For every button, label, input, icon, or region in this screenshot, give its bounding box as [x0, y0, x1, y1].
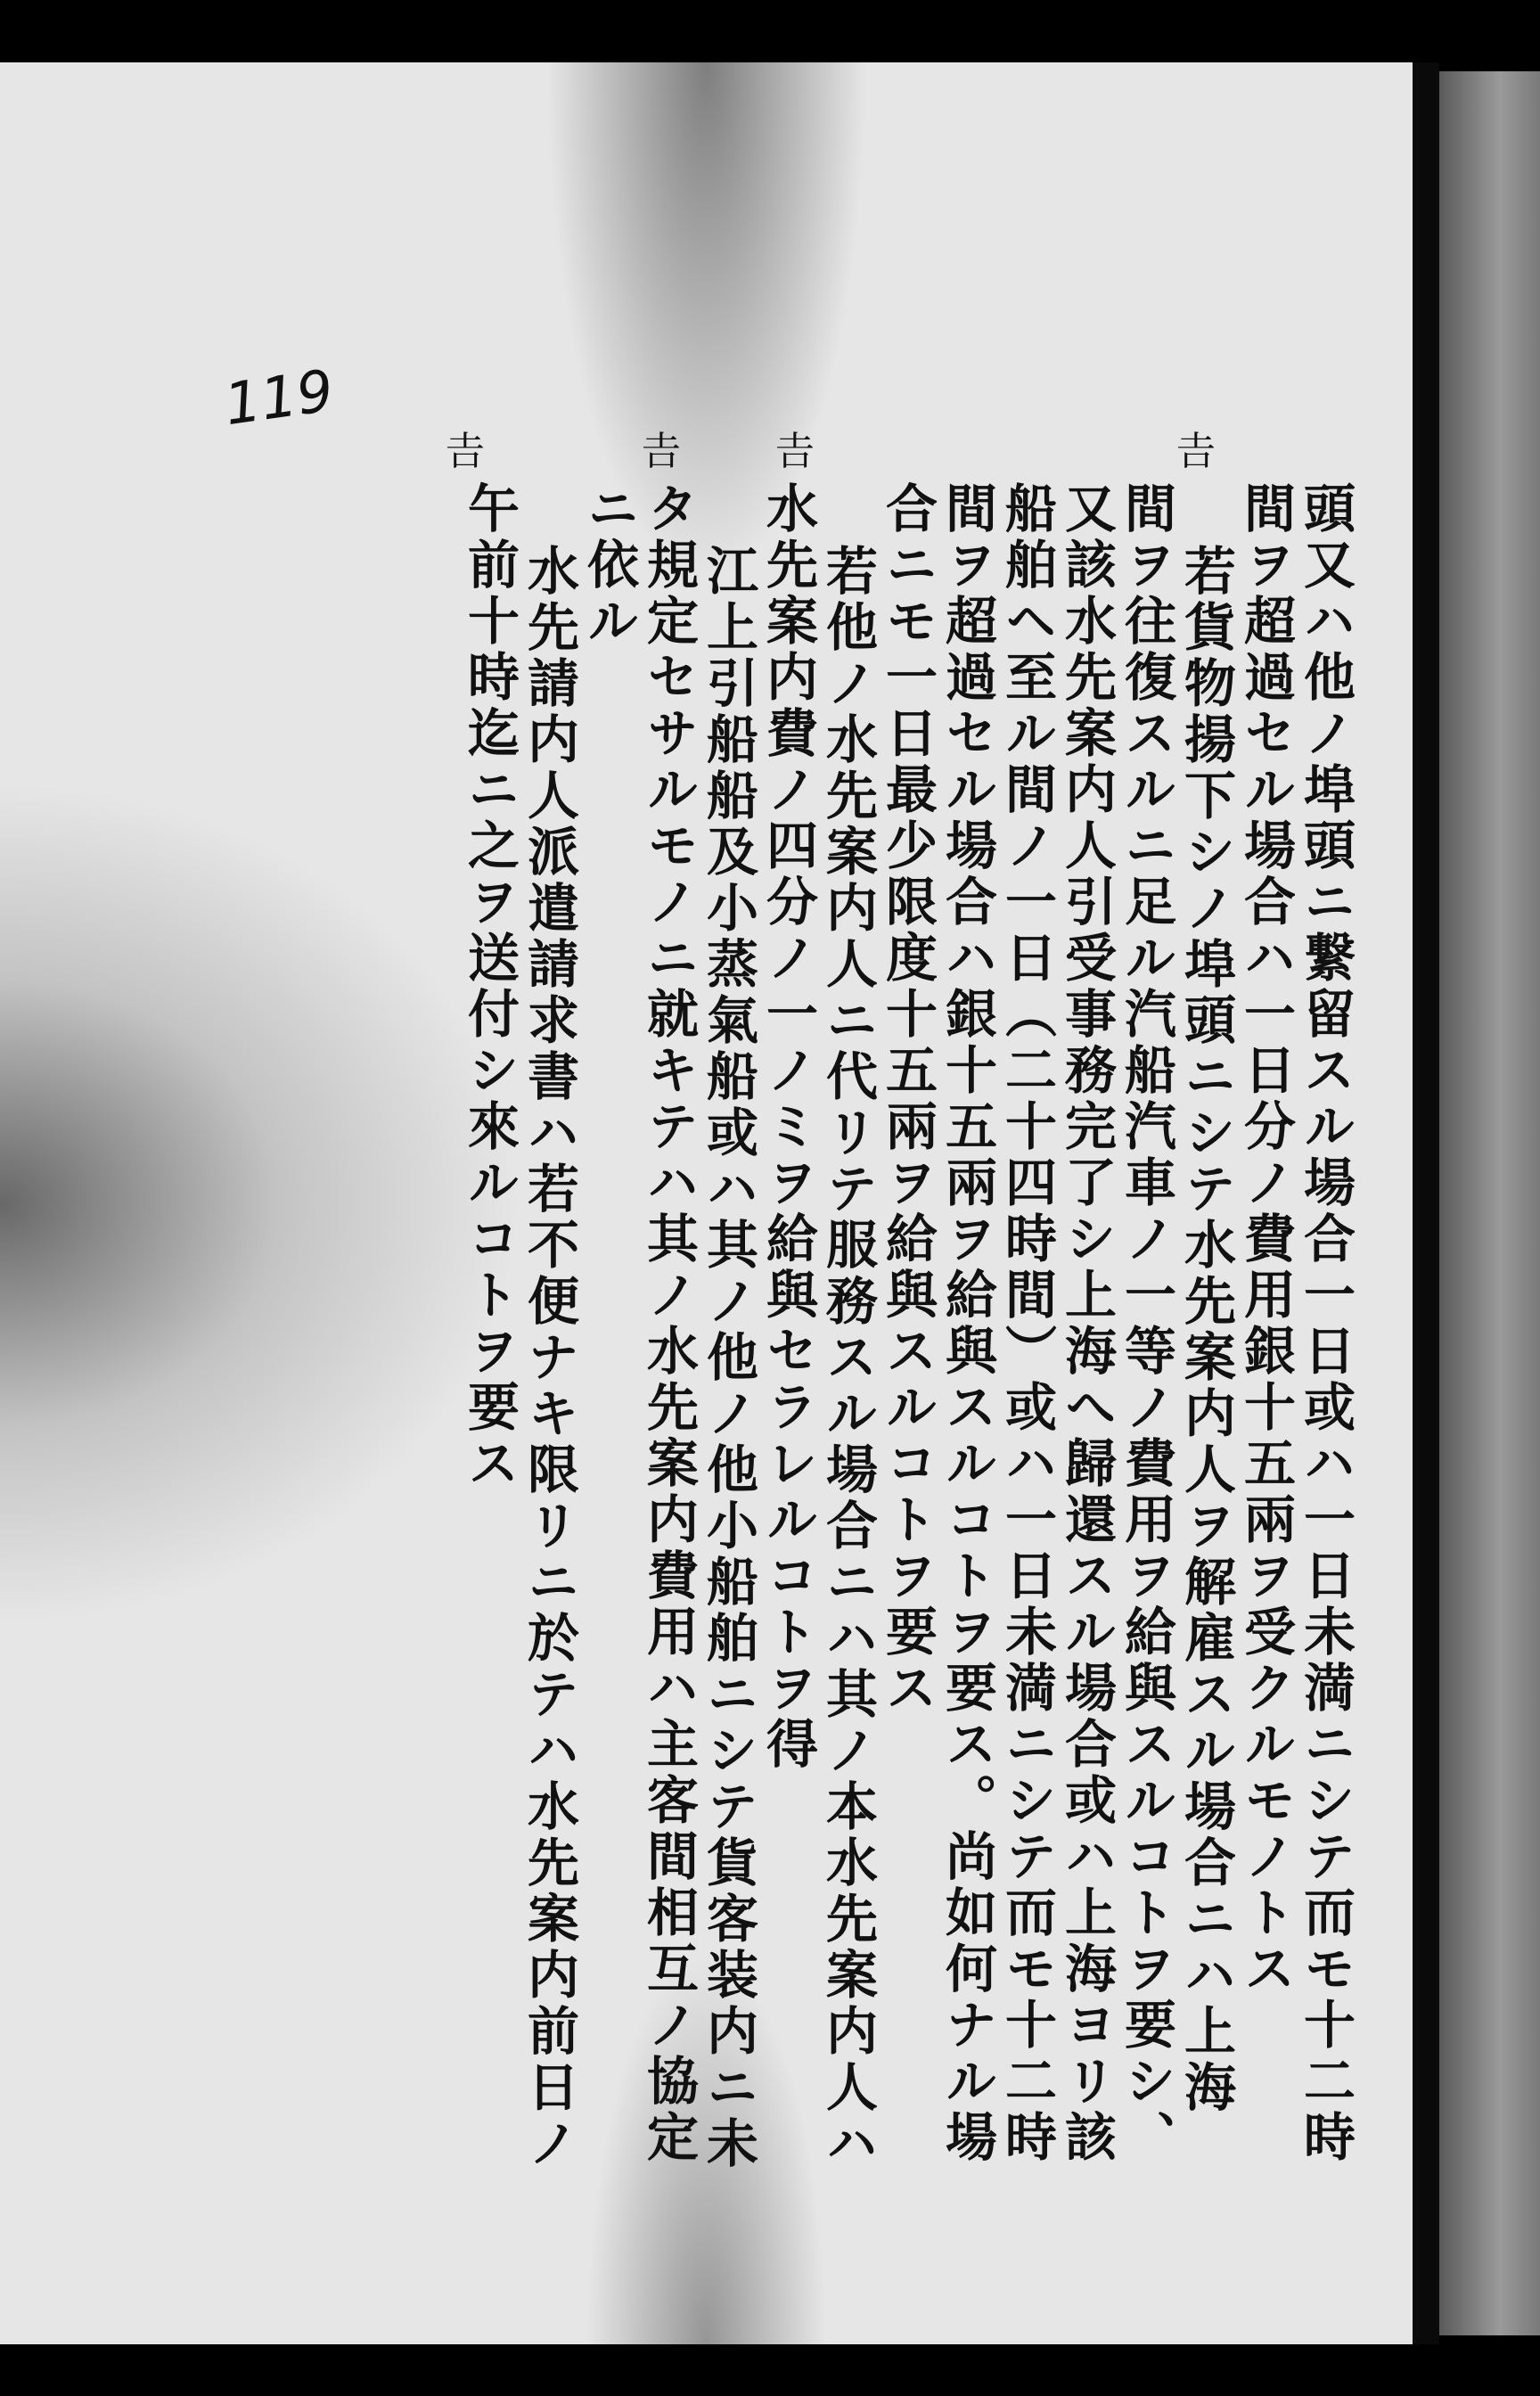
text-column: 若他ノ水先案内人ニ代リテ服務スル場合ニハ其ノ本水先案内人ハ [817, 544, 878, 2172]
text-column: 合ニモ一日最少限度十五兩ヲ給與スルコトヲ要ス [877, 481, 938, 1717]
text-column: 水先案内費ノ四分ノ一ノミヲ給與セラレルコトヲ得 [758, 481, 818, 1773]
text-column: 間ヲ超過セル場合ハ一日分ノ費用銀十五兩ヲ受クルモノトス [1235, 481, 1296, 1998]
page-number: 119 [220, 357, 338, 439]
section-mark: 𠮷 [775, 429, 815, 474]
adjacent-page-edge [1439, 71, 1540, 2335]
text-column: 間ヲ超過セル場合ハ銀十五兩ヲ給與スルコトヲ要ス。尚如何ナル場 [937, 481, 997, 2166]
text-column: 午前十時迄ニ之ヲ送付シ來ルコトヲ要ス [459, 481, 520, 1492]
section-mark: 𠮷 [446, 429, 485, 474]
text-column: 間ヲ往復スルニ足ル汽船汽車ノ一等ノ費用ヲ給與スルコトヲ要シ、 [1116, 481, 1176, 2166]
text-column: 又該水先案内人引受事務完了シ上海へ歸還スル場合或ハ上海ヨリ該 [1056, 481, 1117, 2166]
text-column: 江上引船船及小蒸氣船或ハ其ノ他ノ他小船舶ニシテ貨客装内ニ未 [698, 544, 758, 2172]
text-column: 船舶ヘ至ル間ノ一日（二十四時間）或ハ一日未満ニシテ而モ十二時 [996, 481, 1057, 2166]
section-mark: 𠮷 [642, 429, 681, 474]
text-column: ニ依ル [578, 481, 639, 650]
text-column: タ規定セサルモノニ就キテハ其ノ水先案内費用ハ主客間相互ノ協定 [638, 481, 699, 2166]
book-spine [1413, 62, 1439, 2344]
text-column: 若貨物揚下シノ埠頭ニシテ水先案内人ヲ解雇スル場合ニハ上海 [1175, 544, 1236, 2116]
vertical-text-body [361, 481, 1355, 2264]
section-mark: 𠮷 [1176, 429, 1216, 474]
text-column: 水先請内人派遣請求書ハ若不便ナキ限リニ於テハ水先案内前日ノ [519, 544, 579, 2172]
text-column: 頭又ハ他ノ埠頭ニ繋留スル場合一日或ハ一日未満ニシテ而モ十二時 [1295, 481, 1356, 2166]
